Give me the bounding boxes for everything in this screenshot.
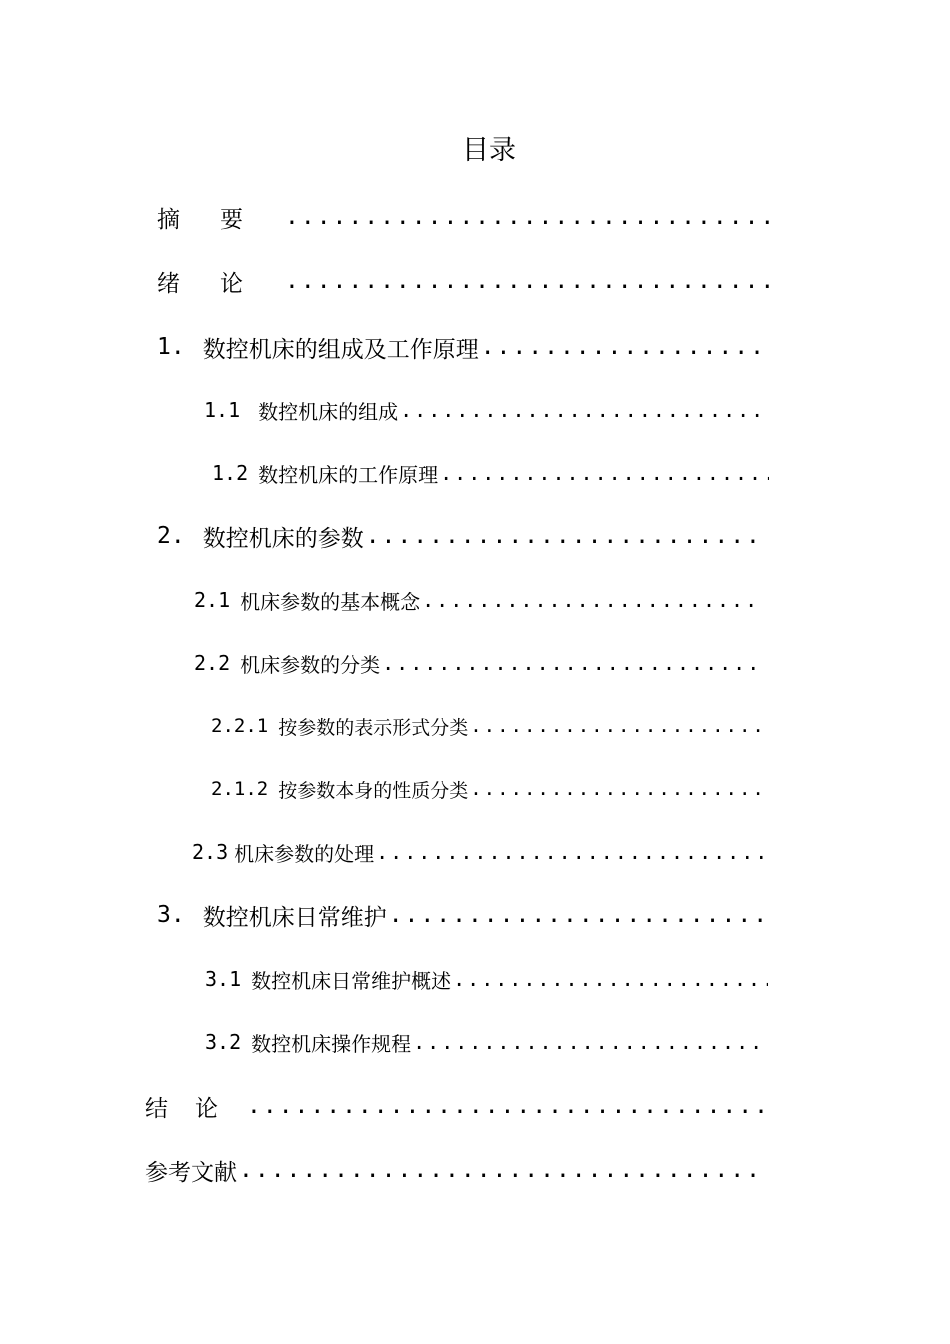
toc-entry-number: 1.2 xyxy=(212,461,249,485)
toc-entry-text: 数控机床的组成 xyxy=(258,399,399,424)
dot-leader xyxy=(422,588,762,612)
dot-leader xyxy=(470,715,768,737)
toc-entry-number: 1. xyxy=(157,334,185,360)
toc-entry-number: 2.2 xyxy=(194,651,231,675)
toc-entry-abstract[interactable] xyxy=(157,197,769,237)
toc-entry-references[interactable] xyxy=(145,1150,761,1190)
toc-entry-text: 数控机床的工作原理 xyxy=(258,462,439,487)
toc-entry-chapter-2[interactable] xyxy=(157,516,763,556)
dot-leader xyxy=(470,778,768,800)
toc-entry-section-2-1[interactable] xyxy=(194,580,762,620)
toc-entry-text: 绪论 xyxy=(157,270,283,297)
toc-entry-chapter-1[interactable] xyxy=(157,327,769,367)
toc-title: 目录 xyxy=(462,135,516,166)
toc-entry-section-2-2[interactable] xyxy=(194,643,762,683)
dot-leader xyxy=(400,398,766,422)
toc-entry-section-3-1[interactable] xyxy=(205,959,768,999)
toc-entry-number: 2.2.1 xyxy=(211,715,269,737)
toc-entry-number: 1.1 xyxy=(204,398,241,422)
toc-entry-section-1-1[interactable] xyxy=(204,390,766,430)
dot-leader xyxy=(453,967,768,991)
toc-entry-text: 机床参数的处理 xyxy=(234,841,375,866)
dot-leader xyxy=(247,1093,766,1119)
toc-entry-number: 2.1 xyxy=(194,588,231,612)
toc-entry-text: 按参数的表示形式分类 xyxy=(278,716,469,739)
toc-entry-conclusion[interactable] xyxy=(145,1086,766,1126)
toc-entry-text: 参考文献 xyxy=(145,1159,237,1186)
dot-leader xyxy=(285,268,769,294)
toc-entry-text: 数控机床的参数 xyxy=(202,525,364,552)
toc-entry-text: 机床参数的基本概念 xyxy=(240,589,421,614)
dot-leader xyxy=(285,204,769,230)
toc-entry-number: 2.1.2 xyxy=(211,778,269,800)
toc-entry-number: 2.3 xyxy=(192,840,229,864)
toc-entry-text: 数控机床日常维护 xyxy=(202,904,387,931)
toc-entry-introduction[interactable] xyxy=(157,261,769,301)
dot-leader xyxy=(481,334,769,360)
toc-entry-section-2-1-2[interactable] xyxy=(211,769,768,809)
toc-entry-section-3-2[interactable] xyxy=(205,1022,762,1062)
toc-entry-text: 数控机床操作规程 xyxy=(251,1031,412,1056)
toc-entry-text: 数控机床的组成及工作原理 xyxy=(202,336,479,363)
dot-leader xyxy=(413,1030,762,1054)
toc-entry-number: 3.1 xyxy=(205,967,242,991)
dot-leader xyxy=(389,902,769,928)
toc-entry-section-1-2[interactable] xyxy=(212,453,769,493)
dot-leader xyxy=(239,1157,761,1183)
toc-entry-number: 2. xyxy=(157,523,185,549)
toc-entry-text: 机床参数的分类 xyxy=(240,652,381,677)
toc-entry-number: 3. xyxy=(157,902,185,928)
toc-entry-text: 按参数本身的性质分类 xyxy=(278,779,469,802)
toc-entry-section-2-2-1[interactable] xyxy=(211,706,768,746)
dot-leader xyxy=(376,840,768,864)
toc-entry-text: 数控机床日常维护概述 xyxy=(251,968,452,993)
dot-leader xyxy=(440,461,769,485)
toc-entry-chapter-3[interactable] xyxy=(157,895,769,935)
dot-leader xyxy=(382,651,762,675)
toc-entry-number: 3.2 xyxy=(205,1030,242,1054)
toc-entry-text: 结论 xyxy=(145,1095,245,1122)
toc-entry-text: 摘要 xyxy=(157,206,283,233)
dot-leader xyxy=(366,523,763,549)
toc-entry-section-2-3[interactable] xyxy=(192,832,768,872)
